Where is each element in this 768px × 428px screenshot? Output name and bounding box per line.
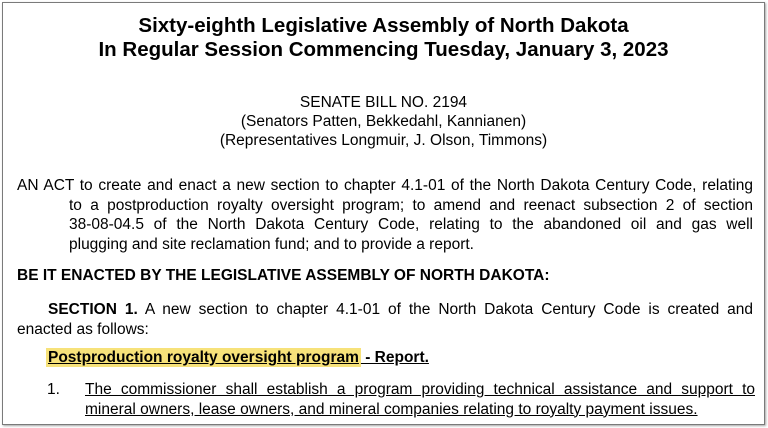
act-line-1: AN ACT to create and enact a new section to chapter 4.1-01 of the North Dakota Century Code, relating — [17, 177, 753, 194]
assembly-title: Sixty-eighth Legislative Assembly of North Dakota — [138, 14, 629, 37]
act-line-3: 38-08-04.5 of the North Dakota Century Code, relating to the abandoned oil and gas well — [69, 216, 753, 233]
section-1-label: SECTION 1. — [48, 301, 138, 318]
act-line-4: plugging and site reclamation fund; and to provide a report. — [69, 235, 474, 253]
senator-sponsors: (Senators Patten, Bekkedahl, Kannianen) — [240, 113, 527, 130]
heading-suffix: - Report. — [360, 349, 429, 366]
document-page — [2, 2, 765, 425]
new-section-heading — [46, 348, 429, 367]
representative-sponsors: (Representatives Longmuir, J. Olson, Timmons) — [219, 132, 548, 149]
act-title-paragraph — [17, 176, 753, 254]
act-line-2: to a postproduction royalty oversight program; to amend and reenact subsection 2 of section — [69, 196, 753, 214]
bill-number: SENATE BILL NO. 2194 — [299, 94, 468, 111]
section-1-text-line-1: A new section to chapter 4.1-01 of the North Dakota Century Code is created and — [144, 301, 753, 318]
session-title: In Regular Session Commencing Tuesday, January 3, 2023 — [98, 38, 669, 61]
section-1-text-line-2: enacted as follows: — [17, 320, 149, 338]
section-1-paragraph — [17, 300, 753, 339]
enacting-clause: BE IT ENACTED BY THE LEGISLATIVE ASSEMBLY OF NORTH DAKOTA: — [17, 267, 550, 284]
subsection-1-line-2: mineral owners, lease owners, and mineral companies relating to royalty payment issues. — [85, 400, 698, 418]
subsection-1-line-1: The commissioner shall establish a program providing technical assistance and support to — [85, 381, 755, 398]
highlighted-heading-text: Postproduction royalty oversight program — [48, 349, 359, 366]
subsection-number: 1. — [47, 381, 60, 398]
subsection-1 — [47, 380, 755, 419]
